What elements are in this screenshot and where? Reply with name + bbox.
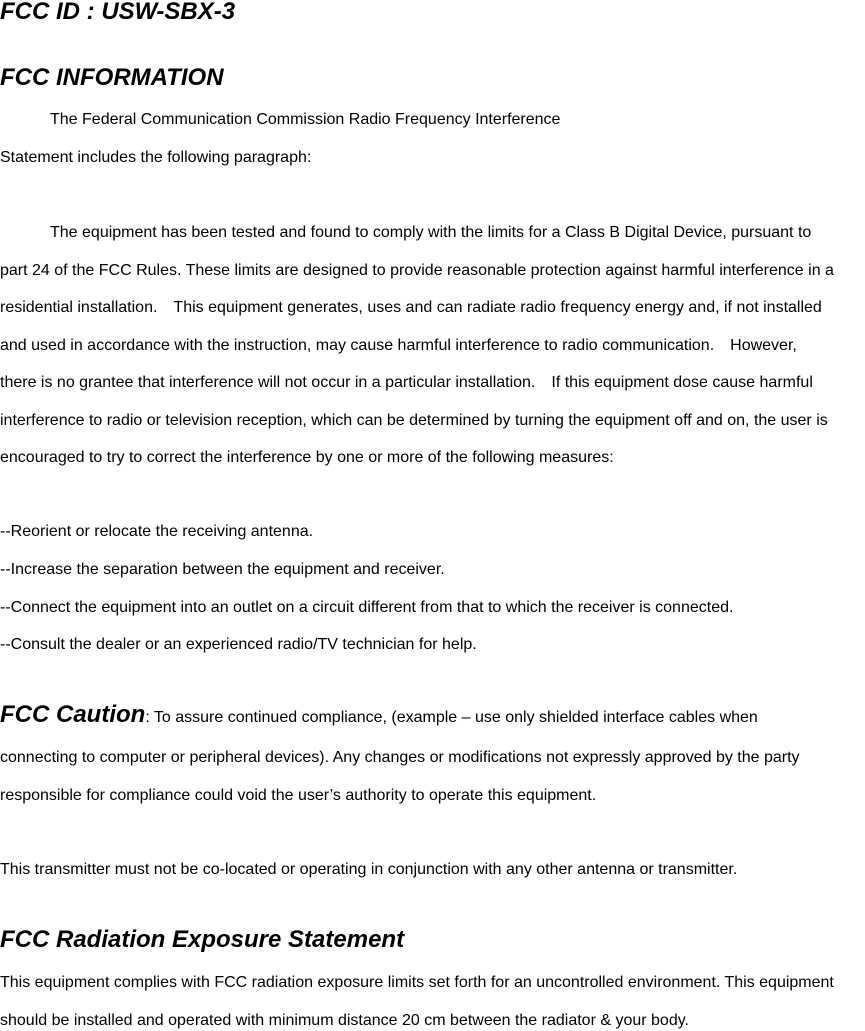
measure-item: --Increase the separation between the equipment and receiver. [0,561,445,578]
measure-item: --Connect the equipment into an outlet on a circuit different from that to which the receiver is connected. [0,599,734,616]
paragraph-line: residential installation. This equipment generates, uses and can radiate radio frequency energy and, if not installed [0,299,822,316]
paragraph-line: encouraged to try to correct the interference by one or more of the following measures: [0,449,614,466]
fcc-id-heading: FCC ID : USW-SBX-3 [0,0,236,25]
paragraph-line: interference to radio or television reception, which can be determined by turning the equipment off and on, the user is [0,412,828,429]
caution-line: connecting to computer or peripheral devices). Any changes or modifications not expressly approved by the party [0,749,800,766]
paragraph-line: The equipment has been tested and found to comply with the limits for a Class B Digital Device, pursuant to [50,224,812,241]
radiation-line: should be installed and operated with minimum distance 20 cm between the radiator & your body. [0,1012,689,1029]
paragraph-line: part 24 of the FCC Rules. These limits are designed to provide reasonable protection against harmful interference in a [0,262,834,279]
intro-line: The Federal Communication Commission Radio Frequency Interference [50,111,561,128]
caution-text: : To assure continued compliance, (example – use only shielded interface cables when [145,709,758,726]
fcc-caution-heading: FCC Caution [0,701,146,728]
paragraph-line: and used in accordance with the instruction, may cause harmful interference to radio communication. However, [0,337,797,354]
measure-item: --Consult the dealer or an experienced radio/TV technician for help. [0,636,477,653]
fcc-caution-line [0,701,758,732]
intro-line: Statement includes the following paragraph: [0,149,312,166]
caution-line: responsible for compliance could void the user’s authority to operate this equipment. [0,787,597,804]
paragraph-line: there is no grantee that interference will not occur in a particular installation. If this equipment dose cause harmful [0,374,813,391]
colocation-statement: This transmitter must not be co-located or operating in conjunction with any other antenna or transmitter. [0,861,738,878]
radiation-line: This equipment complies with FCC radiation exposure limits set forth for an uncontrolled environment. This equipment [0,974,834,991]
measure-item: --Reorient or relocate the receiving antenna. [0,523,314,540]
radiation-heading: FCC Radiation Exposure Statement [0,926,405,953]
fcc-information-heading: FCC INFORMATION [0,64,224,91]
